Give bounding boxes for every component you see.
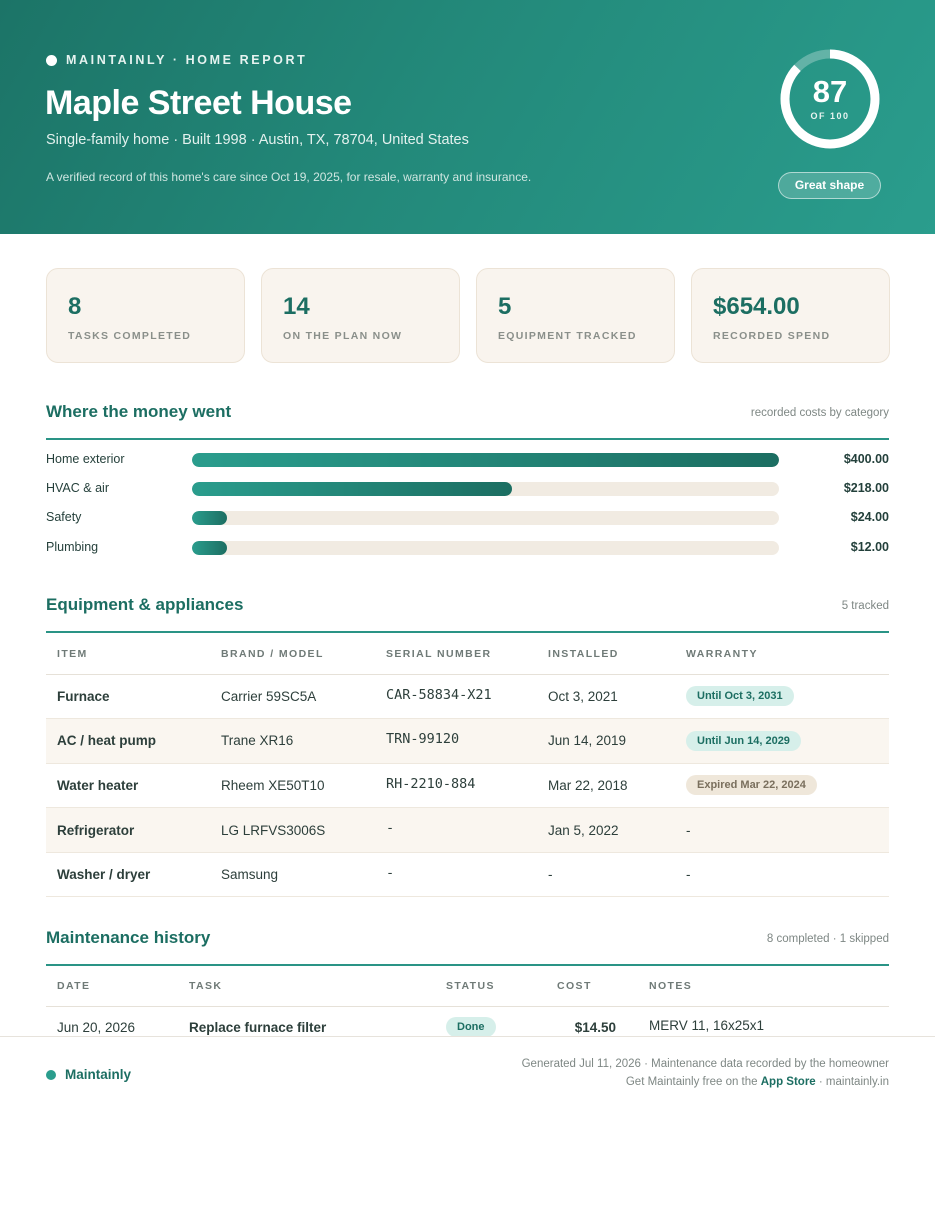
column-header: SERIAL NUMBER xyxy=(375,634,537,674)
cost-bar-fill xyxy=(192,482,512,496)
stat-card-equipment-tracked xyxy=(476,268,675,363)
table-row xyxy=(46,852,889,897)
equipment-serial: TRN-99120 xyxy=(375,719,537,764)
cost-bar-fill xyxy=(192,511,227,525)
cost-category-label: Plumbing xyxy=(46,540,99,554)
stat-label: EQUIPMENT TRACKED xyxy=(498,330,637,342)
stat-label: ON THE PLAN NOW xyxy=(283,330,403,342)
history-section-header xyxy=(46,928,889,966)
brand-dot-icon xyxy=(46,1070,56,1080)
equipment-warranty xyxy=(675,763,889,808)
cost-bar-track xyxy=(192,541,779,555)
history-notes: MERV 11, 16x25x1 xyxy=(638,1006,889,1048)
brand-line xyxy=(46,53,307,67)
equipment-item: Refrigerator xyxy=(46,808,210,853)
column-header: COST xyxy=(546,966,638,1006)
stat-card-tasks-completed xyxy=(46,268,245,363)
cost-amount: $24.00 xyxy=(850,510,889,524)
equipment-model: LG LRFVS3006S xyxy=(210,808,375,853)
cost-bar-track xyxy=(192,511,779,525)
equipment-serial: - xyxy=(375,808,537,853)
generated-note: Generated Jul 11, 2026 · Maintenance data recorded by the homeowner xyxy=(521,1058,889,1070)
equipment-warranty: - xyxy=(675,808,889,853)
cost-amount: $12.00 xyxy=(850,540,889,554)
column-header: BRAND / MODEL xyxy=(210,634,375,674)
status-badge: Done xyxy=(446,1017,496,1037)
equipment-installed: Jan 5, 2022 xyxy=(537,808,675,853)
history-task: Replace furnace filter xyxy=(178,1006,435,1048)
equipment-model: Samsung xyxy=(210,852,375,897)
history-date: Jun 20, 2026 xyxy=(46,1006,178,1048)
equipment-serial: RH-2210-884 xyxy=(375,763,537,808)
cost-bar-row xyxy=(46,539,889,557)
equipment-table xyxy=(46,634,889,897)
cost-bar-track xyxy=(192,453,779,467)
stat-value: 14 xyxy=(283,293,310,320)
history-cost: $14.50 xyxy=(546,1006,638,1048)
table-header-row xyxy=(46,634,889,674)
cost-bar-row xyxy=(46,451,889,469)
column-header: DATE xyxy=(46,966,178,1006)
stat-card-on-plan xyxy=(261,268,460,363)
equipment-model: Trane XR16 xyxy=(210,719,375,764)
equipment-section-header xyxy=(46,595,889,633)
cost-category-label: Home exterior xyxy=(46,452,125,466)
table-row xyxy=(46,808,889,853)
cost-bar-fill xyxy=(192,541,227,555)
footer-brand xyxy=(46,1067,131,1082)
section-note: recorded costs by category xyxy=(750,407,889,419)
cost-bar-fill xyxy=(192,453,779,467)
score-status-badge: Great shape xyxy=(778,172,881,199)
cost-amount: $400.00 xyxy=(843,452,889,466)
column-header: TASK xyxy=(178,966,435,1006)
section-note: 8 completed · 1 skipped xyxy=(766,933,889,945)
report-header xyxy=(0,0,935,234)
cta-suffix: · maintainly.in xyxy=(818,1076,889,1088)
table-row xyxy=(46,719,889,764)
equipment-installed: Jun 14, 2019 xyxy=(537,719,675,764)
score-of-label: OF 100 xyxy=(810,111,850,121)
equipment-warranty xyxy=(675,719,889,764)
app-store-link[interactable]: App Store xyxy=(760,1076,816,1088)
equipment-item: AC / heat pump xyxy=(46,719,210,764)
cost-bar-row xyxy=(46,480,889,498)
table-header-row xyxy=(46,966,889,1006)
equipment-model: Rheem XE50T10 xyxy=(210,763,375,808)
table-row xyxy=(46,674,889,719)
warranty-badge: Until Oct 3, 2031 xyxy=(686,686,794,706)
equipment-warranty: - xyxy=(675,852,889,897)
equipment-serial: - xyxy=(375,852,537,897)
cost-category-label: Safety xyxy=(46,510,82,524)
equipment-item: Water heater xyxy=(46,763,210,808)
stat-value: 8 xyxy=(68,293,82,320)
table-row xyxy=(46,763,889,808)
stat-label: TASKS COMPLETED xyxy=(68,330,192,342)
equipment-installed: Mar 22, 2018 xyxy=(537,763,675,808)
report-footer xyxy=(0,1036,935,1210)
equipment-item: Washer / dryer xyxy=(46,852,210,897)
brand-dot-icon xyxy=(46,55,57,66)
section-title: Where the money went xyxy=(46,402,232,421)
cta-prefix: Get Maintainly free on the xyxy=(625,1076,758,1088)
cost-bar-row xyxy=(46,509,889,527)
column-header: INSTALLED xyxy=(537,634,675,674)
money-section-header xyxy=(46,402,889,440)
cost-bar-track xyxy=(192,482,779,496)
home-subtitle: Single-family home · Built 1998 · Austin, TX, 78704, United States xyxy=(46,132,469,148)
equipment-model: Carrier 59SC5A xyxy=(210,674,375,719)
column-header: STATUS xyxy=(435,966,546,1006)
stat-card-recorded-spend xyxy=(691,268,890,363)
warranty-badge: Until Jun 14, 2029 xyxy=(686,731,801,751)
stat-label: RECORDED SPEND xyxy=(713,330,831,342)
app-store-cta xyxy=(626,1076,889,1088)
report-description: A verified record of this home's care since Oct 19, 2025, for resale, warranty and insurance. xyxy=(46,170,532,184)
footer-brand-label: Maintainly xyxy=(65,1067,132,1082)
equipment-warranty xyxy=(675,674,889,719)
cost-amount: $218.00 xyxy=(843,481,889,495)
cost-category-label: HVAC & air xyxy=(46,481,109,495)
score-value: 87 xyxy=(812,74,848,109)
stat-value: $654.00 xyxy=(713,293,800,320)
equipment-serial: CAR-58834-X21 xyxy=(375,674,537,719)
column-header: ITEM xyxy=(46,634,210,674)
equipment-installed: Oct 3, 2021 xyxy=(537,674,675,719)
section-title: Maintenance history xyxy=(46,928,211,947)
stat-value: 5 xyxy=(498,293,512,320)
brand-label: MAINTAINLY · HOME REPORT xyxy=(66,53,308,67)
score-ring xyxy=(778,47,882,151)
column-header: WARRANTY xyxy=(675,634,889,674)
warranty-expired-badge: Expired Mar 22, 2024 xyxy=(686,775,817,795)
equipment-item: Furnace xyxy=(46,674,210,719)
page-title: Maple Street House xyxy=(45,84,352,122)
column-header: NOTES xyxy=(638,966,889,1006)
section-title: Equipment & appliances xyxy=(46,595,244,614)
equipment-installed: - xyxy=(537,852,675,897)
section-note: 5 tracked xyxy=(841,600,889,612)
